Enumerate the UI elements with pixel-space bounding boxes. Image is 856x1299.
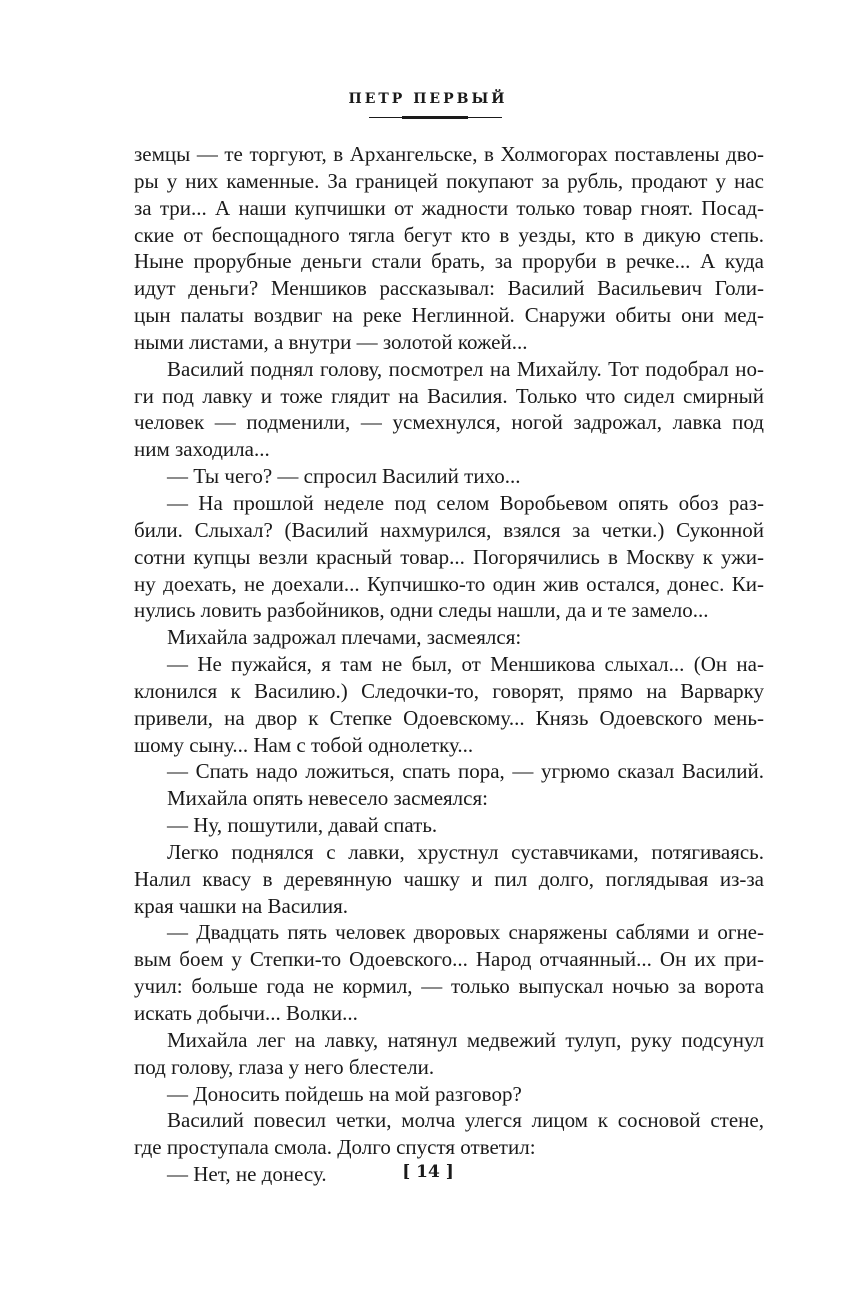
text-line: — Двадцать пять человек дворовых снаряжены саблями и огне-	[167, 920, 764, 945]
text-line: Михайла задрожал плечами, засмеялся:	[167, 625, 522, 650]
text-line: Василий поднял голову, посмотрел на Михайлу. Тот подобрал но-	[167, 356, 764, 381]
body-text	[134, 141, 764, 1188]
header-rule-accent	[402, 116, 468, 119]
text-line: ги под лавку и тоже глядит на Василия. Только что сидел смирный	[134, 383, 764, 408]
text-line: где проступала смола. Долго спустя ответил:	[134, 1135, 536, 1160]
text-line: Налил квасу в деревянную чашку и пил долго, поглядывая из-за	[134, 866, 764, 891]
text-line: сотни купцы везли красный товар... Погорячились в Москву к ужи-	[134, 544, 764, 569]
page-number-bracket-open: [	[402, 1162, 411, 1182]
text-line: учил: больше года не кормил, — только выпускал ночью за ворота	[134, 974, 764, 999]
text-line: — Спать надо ложиться, спать пора, — угрюмо сказал Василий.	[167, 759, 764, 784]
text-line: Ныне прорубные деньги стали брать, за проруби в речке... А куда	[134, 249, 764, 274]
text-line: — Не пужайся, я там не был, от Меншикова слыхал... (Он на-	[167, 652, 764, 677]
text-line: нулись ловить разбойников, одни следы нашли, да и те замело...	[134, 598, 709, 623]
text-line: Василий повесил четки, молча улегся лицом к сосновой стене,	[167, 1108, 764, 1133]
text-line: — Ты чего? — спросил Василий тихо...	[167, 464, 521, 489]
text-line: под голову, глаза у него блестели.	[134, 1054, 435, 1079]
text-line: за три... А наши купчишки от жадности только товар гноят. Посад-	[134, 195, 764, 220]
text-line: — Ну, пошутили, давай спать.	[167, 813, 438, 838]
page-number	[0, 1162, 856, 1182]
text-line: привели, на двор к Степке Одоевскому... Князь Одоевского мень-	[134, 705, 764, 730]
text-line: искать добычи... Волки...	[134, 1001, 358, 1025]
text-line: — Нет, не донесу.	[167, 1162, 327, 1187]
text-line: били. Слыхал? (Василий нахмурился, взялся за четки.) Суконной	[134, 517, 764, 542]
text-line: идут деньги? Меншиков рассказывал: Василий Васильевич Голи-	[134, 276, 764, 301]
text-line: Михайла опять невесело засмеялся:	[167, 786, 488, 811]
running-head	[0, 88, 856, 107]
text-line: цын палаты воздвиг на реке Неглинной. Снаружи обиты они мед-	[134, 303, 764, 328]
page-number-bracket-close: ]	[445, 1162, 454, 1182]
text-line: края чашки на Василия.	[134, 893, 348, 918]
text-line: шому сыну... Нам с тобой однолетку...	[134, 732, 474, 757]
text-line: — Доносить пойдешь на мой разговор?	[167, 1081, 522, 1106]
text-line: земцы — те торгуют, в Архангельске, в Холмогорах поставлены дво-	[134, 142, 764, 166]
text-line: Михайла лег на лавку, натянул медвежий тулуп, руку подсунул	[167, 1027, 764, 1052]
page-number-value: 14	[416, 1162, 440, 1182]
text-line: Легко поднялся с лавки, хрустнул суставчиками, потягиваясь.	[167, 839, 764, 864]
text-line: — На прошлой неделе под селом Воробьевом опять обоз раз-	[167, 490, 764, 515]
text-line: ными листами, а внутри — золотой кожей...	[134, 329, 528, 354]
text-line: ним заходила...	[134, 437, 270, 462]
text-line: человек — подменили, — усмехнулся, ногой задрожал, лавка под	[134, 410, 764, 435]
text-line: ры у них каменные. За границей покупают за рубль, продают у нас	[134, 168, 764, 193]
text-line: вым боем у Степки-то Одоевского... Народ отчаянный... Он их при-	[134, 947, 764, 972]
text-line: ну доехать, не доехали... Купчишко-то один жив остался, донес. Ки-	[134, 571, 764, 596]
text-line: клонился к Василию.) Следочки-то, говорят, прямо на Варварку	[134, 678, 764, 703]
running-title: ПЕТР ПЕРВЫЙ	[348, 91, 508, 107]
text-line: ские от беспощадного тягла бегут кто в уезды, кто в дикую степь.	[134, 222, 764, 247]
